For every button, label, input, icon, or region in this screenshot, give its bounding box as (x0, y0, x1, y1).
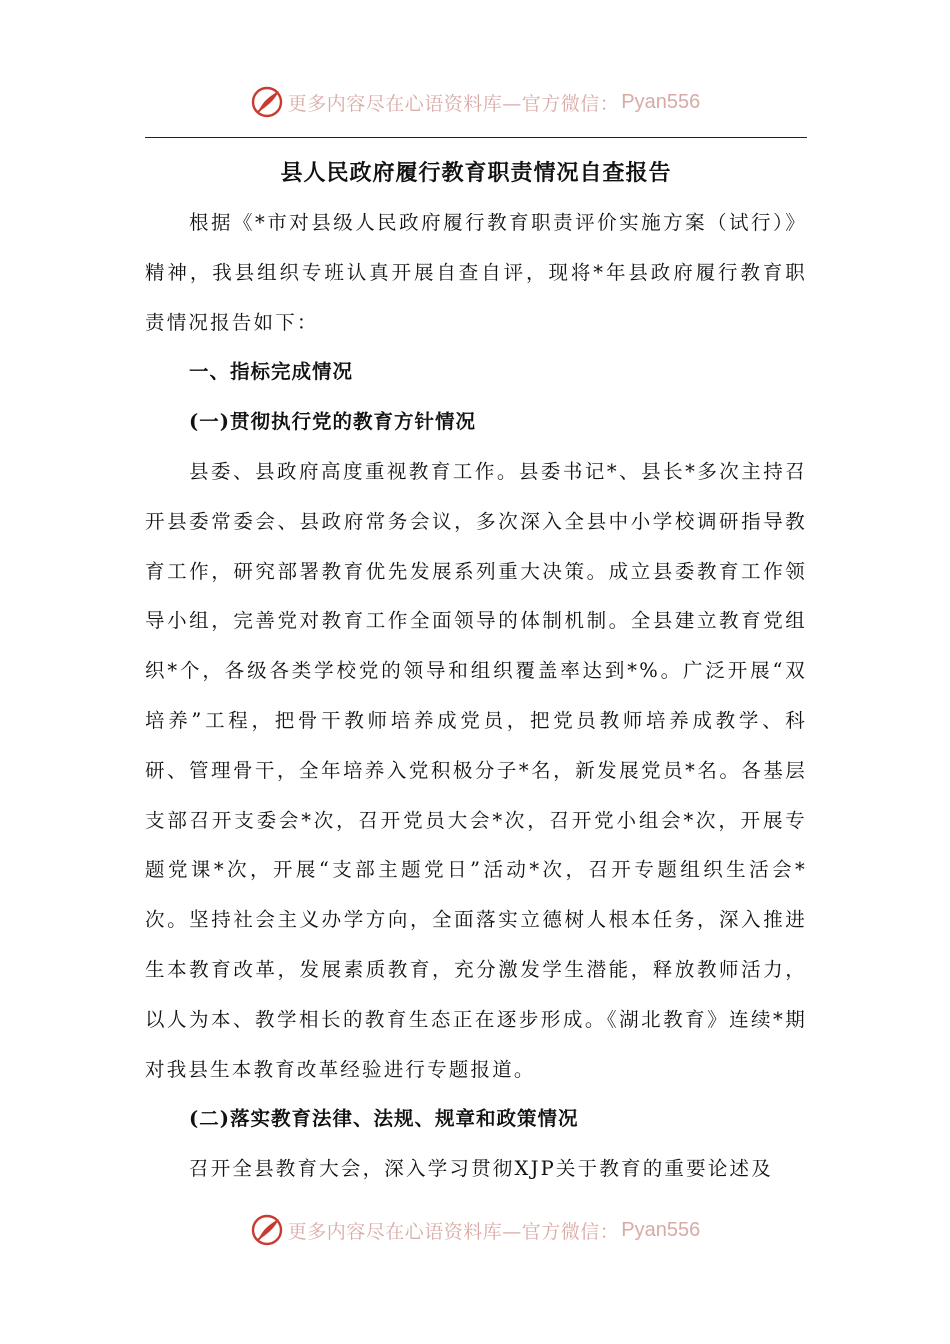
watermark-handle: Pyan556 (621, 90, 701, 113)
feather-pen-circle-icon (250, 1213, 284, 1247)
section-heading-1: 一、指标完成情况 (189, 360, 354, 384)
intro-paragraph: 根据《*市对县级人民政府履行教育职责评价实施方案（试行）》精神，我县组织专班认真开展自查自评，现将*年县政府履行教育职责情况报告如下： (145, 211, 807, 334)
subsection-heading-1: (一)贯彻执行党的教育方针情况 (189, 410, 476, 434)
subsection-2-paragraph: 召开全县教育大会，深入学习贯彻XJP关于教育的重要论述及 (189, 1157, 773, 1181)
feather-pen-circle-icon (250, 85, 284, 119)
subsection-heading-2: (二)落实教育法律、法规、规章和政策情况 (189, 1107, 579, 1131)
header-rule (145, 137, 807, 138)
watermark-text: 更多内容尽在心语资料库—官方微信： (287, 92, 620, 115)
watermark-header (0, 82, 950, 122)
watermark-handle: Pyan556 (621, 1218, 701, 1241)
watermark-text: 更多内容尽在心语资料库—官方微信： (287, 1220, 620, 1243)
subsection-1-paragraph: 县委、县政府高度重视教育工作。县委书记*、县长*多次主持召开县委常委会、县政府常务会议，多次深入全县中小学校调研指导教育工作，研究部署教育优先发展系列重大决策。成立县委教育工作领导小组，完善党对教育工作全面领导的体制机制。全县建立教育党组织*个，各级各类学校党的领导和组织覆盖率达到*%。广泛开展“双培养”工程，把骨干教师培养成党员，把党员教师培养成教学、科研、管理骨干，全年培养入党积极分子*名，新发展党员*名。各基层支部召开支委会*次，召开党员大会*次，召开党小组会*次，开展专题党课*次，开展“支部主题党日”活动*次，召开专题组织生活会*次。坚持社会主义办学方向，全面落实立德树人根本任务，深入推进生本教育改革，发展素质教育，充分激发学生潜能，释放教师活力，以人为本、教学相长的教育生态正在逐步形成。《湖北教育》连续*期对我县生本教育改革经验进行专题报道。 (145, 459, 807, 1081)
document-title: 县人民政府履行教育职责情况自查报告 (280, 160, 672, 186)
document-body (145, 148, 807, 1194)
watermark-footer (0, 1210, 950, 1250)
